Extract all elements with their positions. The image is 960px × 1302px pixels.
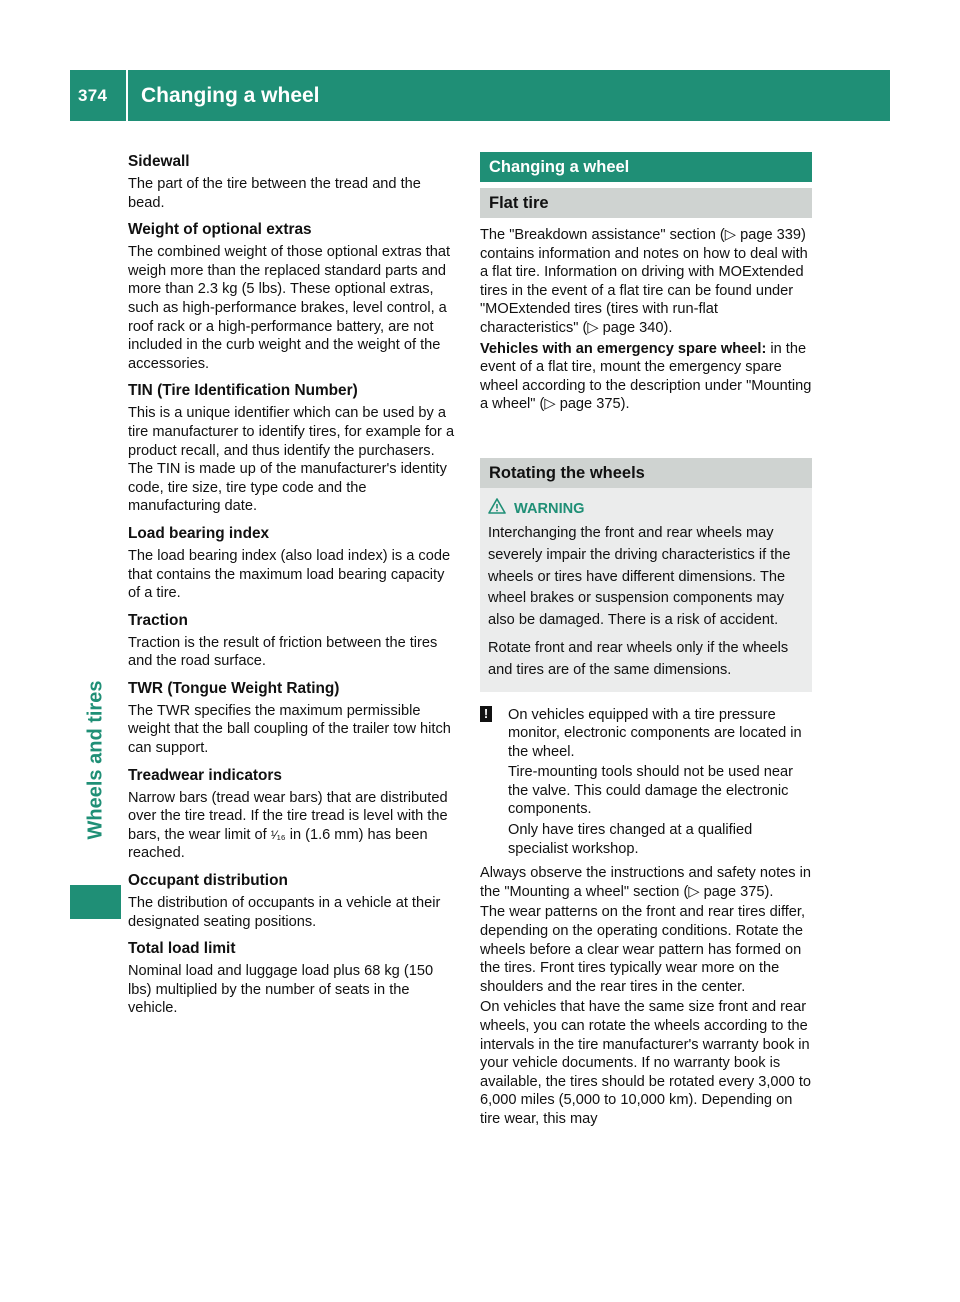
exclamation-icon: ! (480, 706, 492, 722)
page-link[interactable] (587, 320, 663, 336)
note-text: On vehicles equipped with a tire pressure monitor, electronic components are located in the wheel. (508, 706, 802, 760)
text: ) contains information and notes on how to deal with a flat tire. Information on driving with MOExtended tires in the event of a flat tire can be found under "MOExtended tires (tires with run-flat characteristics" ( (480, 227, 808, 336)
caution-note (480, 706, 812, 861)
side-chapter-label: Wheels and tires (84, 680, 107, 840)
page-number: 374 (78, 86, 108, 105)
page-ref: page 340 (602, 319, 664, 336)
flat-tire-paragraph (480, 226, 812, 338)
warning-text: Interchanging the front and rear wheels may severely impair the driving characteristics if the wheels or tires have different dimensions. The wheel brakes or suspension components may also be damaged. There is a risk of accident. (488, 524, 791, 629)
arrow-icon: ▷ (544, 396, 556, 413)
fraction: ¹⁄₁₆ (270, 827, 286, 842)
header-divider (126, 70, 128, 121)
text: ). (620, 396, 630, 413)
page-title: Changing a wheel (141, 84, 320, 107)
warning-box (480, 488, 812, 692)
term-heading: TWR (Tongue Weight Rating) (128, 679, 340, 697)
bold-lead: Vehicles with an emergency spare wheel: (480, 340, 767, 357)
term-definition: The load bearing index (also load index) is a code that contains the maximum load bearing capacity of a tire. (128, 547, 451, 602)
term-heading: Treadwear indicators (128, 766, 282, 784)
right-column (480, 152, 812, 1131)
arrow-icon: ▷ (724, 227, 737, 243)
definition-text: Narrow bars (tread wear bars) that are distributed over the tire tread. If the tire tread is level with the bars, the wear limit of (128, 789, 448, 843)
page-link[interactable] (688, 884, 764, 900)
term-heading: Traction (128, 611, 188, 629)
page-ref: page 375 (703, 883, 765, 900)
text: The "Breakdown assistance" section ( (480, 227, 725, 243)
subsection-heading-flat-tire: Flat tire (480, 188, 812, 218)
page-ref: page 339 (740, 227, 801, 243)
definition-text: in (1.6 mm) has been reached. (128, 826, 428, 862)
term-definition: The distribution of occupants in a vehicle at their designated seating positions. (128, 895, 441, 930)
term-definition: Nominal load and luggage load plus 68 kg (150 lbs) multiplied by the number of seats in the vehicle. (128, 963, 434, 1017)
spare-wheel-paragraph (480, 340, 812, 414)
text: in the event of a flat tire, mount the emergency spare wheel according to the description under "Mounting a wheel" ( (480, 340, 812, 413)
caution-note-body (508, 706, 812, 861)
term-definition: The TWR specifies the maximum permissible weight that the ball coupling of the trailer tow hitch can support. (128, 702, 451, 757)
section-heading: Changing a wheel (480, 152, 812, 182)
warning-triangle-icon (488, 498, 514, 521)
side-chapter-tab (70, 885, 121, 919)
warning-header (488, 498, 804, 521)
note-text: Tire-mounting tools should not be used near the valve. This could damage the electronic components. (508, 764, 794, 818)
term-definition (128, 789, 460, 863)
term-heading: Sidewall (128, 153, 190, 170)
page-link[interactable] (725, 227, 801, 243)
wear-pattern-paragraph: The wear patterns on the front and rear tires differ, depending on the operating conditions. Rotate the wheels before a clear wear pattern has formed on the tires. Front tires typically wear more on the shoulders and the rear tires in the center. (480, 904, 806, 995)
term-definition: The part of the tire between the tread and the bead. (128, 176, 421, 211)
page-link[interactable] (544, 396, 620, 412)
text: ). (764, 883, 774, 900)
rotation-interval-paragraph: On vehicles that have the same size front and rear wheels, you can rotate the wheels according to the intervals in the tire manufacturer's warranty book in your vehicle documents. If no warranty book is available, the tires should be rotated every 3,000 to 6,000 miles (5,000 to 10,000 km). Depending on tire wear, this may (480, 999, 812, 1127)
note-text: Only have tires changed at a qualified specialist workshop. (508, 822, 753, 857)
term-heading: Weight of optional extras (128, 221, 312, 239)
term-heading: Occupant distribution (128, 872, 288, 890)
page-ref: page 375 (559, 396, 621, 413)
instructions-paragraph (480, 864, 812, 901)
term-definition: Traction is the result of friction between the tires and the road surface. (128, 634, 438, 670)
term-heading: Load bearing index (128, 524, 270, 542)
warning-title: WARNING (514, 501, 585, 518)
text: ). (663, 319, 673, 336)
term-definition: This is a unique identifier which can be used by a tire manufacturer to identify tires, for example for a product recall, and thus identify the purchasers. The TIN is made up of the manufacturer's identity code, tire size, tire type code and the manufacturing date. (128, 405, 455, 515)
subsection-heading-rotating: Rotating the wheels (480, 458, 812, 488)
arrow-icon: ▷ (587, 319, 599, 336)
term-heading: TIN (Tire Identification Number) (128, 382, 358, 400)
term-definition: The combined weight of those optional extras that weigh more than the replaced standard parts and more than 2.3 kg (5 lbs). These optional extras, such as high-performance brakes, level control, a roof rack or a high-performance battery, are not included in the curb weight and the weight of the accessories. (128, 244, 451, 372)
arrow-icon: ▷ (688, 883, 700, 900)
term-heading: Total load limit (128, 940, 236, 958)
warning-text: Rotate front and rear wheels only if the wheels and tires are of the same dimensions. (488, 639, 789, 678)
text: Always observe the instructions and safety notes in the "Mounting a wheel" section ( (480, 865, 811, 900)
left-column (128, 152, 460, 1020)
